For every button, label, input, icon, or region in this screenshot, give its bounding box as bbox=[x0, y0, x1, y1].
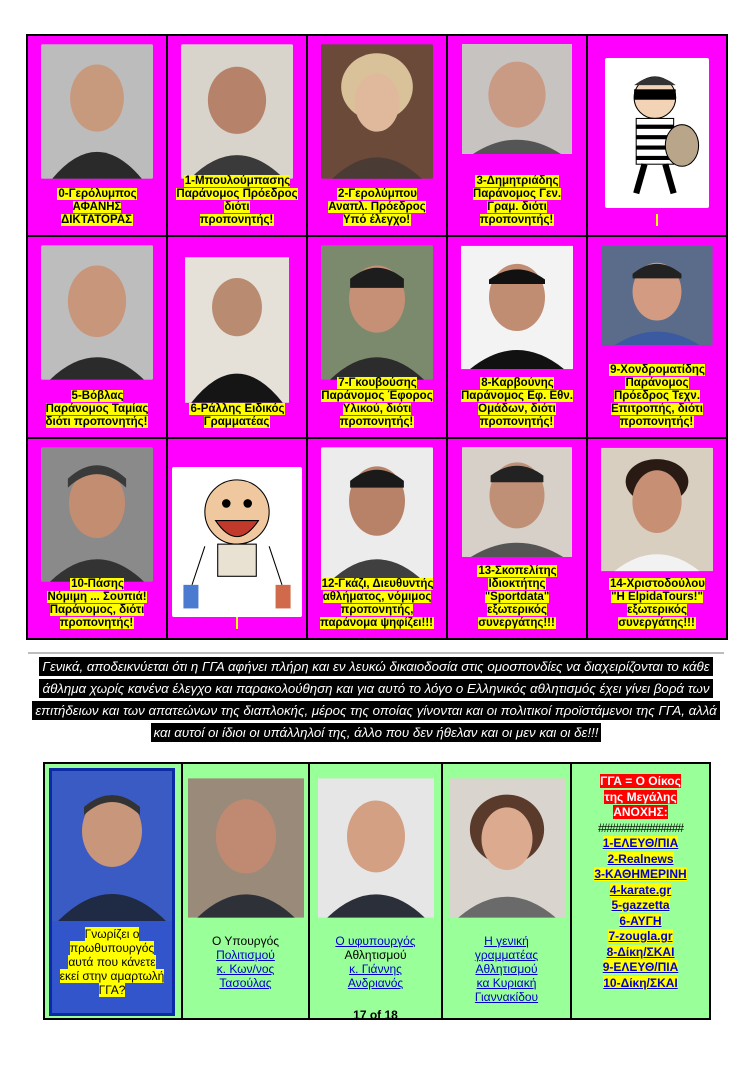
minister-link[interactable]: Τασούλας bbox=[219, 976, 272, 990]
secretary-link[interactable]: Αθλητισμού bbox=[475, 962, 538, 976]
thief-cartoon bbox=[605, 58, 709, 208]
source-link[interactable]: 1-ΕΛΕΥΘ/ΠΙΑ bbox=[602, 836, 679, 850]
grid-cell bbox=[448, 36, 586, 235]
source-link[interactable]: 6-ΑΥΓΗ bbox=[619, 913, 662, 928]
portrait-photo bbox=[321, 245, 433, 380]
grid-cell bbox=[588, 237, 726, 436]
official-caption: 3-Δημητριάδης Παράνομος Γεν. Γραμ. διότι προπονητής! bbox=[472, 175, 562, 227]
source-link[interactable]: 7-zougla.gr bbox=[608, 929, 673, 943]
minister-caption: Ο Υπουργός Πολιτισμού κ. Κων/νος Τασούλας bbox=[185, 934, 306, 990]
source-link[interactable]: 5-gazzetta bbox=[611, 898, 670, 912]
portrait-photo bbox=[318, 778, 434, 918]
minister-link[interactable]: κ. Κων/νος bbox=[216, 962, 275, 976]
official-caption: 6-Ράλλης Ειδικός Γραμματέας bbox=[190, 402, 285, 428]
grid-cell bbox=[588, 439, 726, 638]
politicians-row bbox=[43, 762, 711, 1020]
grid-cell bbox=[308, 439, 446, 638]
hash-separator: ############### bbox=[597, 820, 684, 835]
source-link[interactable]: 9-ΕΛΕΥΘ/ΠΙΑ bbox=[602, 960, 679, 974]
portrait-photo bbox=[321, 447, 433, 582]
official-caption: 14-Χριστοδούλου "Η ElpidaTours!" εξωτερικός συνεργάτης!!! bbox=[610, 577, 705, 629]
portrait-photo bbox=[461, 245, 573, 370]
gga-title: ΓΓΑ = Ο Οίκος bbox=[600, 774, 681, 788]
minister-link[interactable]: Πολιτισμού bbox=[216, 948, 275, 962]
official-caption: 2-Γερολύμπου Αναπλ. Πρόεδρος Υπό έλεγχο! bbox=[328, 188, 426, 227]
portrait-photo bbox=[181, 44, 293, 179]
secretary-link[interactable]: γραμματέας bbox=[474, 948, 539, 962]
grid-cell bbox=[28, 237, 166, 436]
grid-cell bbox=[448, 439, 586, 638]
minister-cell bbox=[183, 764, 308, 1018]
portrait-photo bbox=[41, 447, 153, 582]
source-link[interactable]: 2-Realnews bbox=[607, 851, 674, 866]
grid-cell bbox=[28, 439, 166, 638]
official-caption: 12-Γκάζι, Διευθυντής αθλήματος, νόμιμος προπονητής, παράνομα ψηφίζει!!! bbox=[319, 577, 434, 629]
official-caption: 7-Γκουβούσης Παράνομος Έφορος Υλικού, διότι προπονητής! bbox=[321, 376, 433, 428]
portrait-photo bbox=[188, 778, 304, 918]
secretary-caption bbox=[445, 934, 568, 1004]
grid-cell bbox=[308, 36, 446, 235]
deputy-cell bbox=[310, 764, 441, 1018]
source-link[interactable]: 3-ΚΑΘΗΜΕΡΙΝΗ bbox=[594, 867, 687, 881]
grid-cell bbox=[168, 237, 306, 436]
secretary-link[interactable]: κα Κυριακή bbox=[476, 976, 537, 990]
gga-title: της Μεγάλης bbox=[604, 789, 677, 804]
official-caption: 13-Σκοπελίτης Ιδιοκτήτης "Sportdata" εξωτερικός συνεργάτης!!! bbox=[478, 564, 557, 629]
gga-title: ΑΝΟΧΗΣ: bbox=[613, 805, 668, 819]
pm-cell bbox=[45, 764, 181, 1018]
secretary-link[interactable]: Η γενική bbox=[484, 934, 529, 948]
gga-sources-cell bbox=[572, 764, 709, 1018]
deputy-caption: Ο υφυπουργός Αθλητισμού κ. Γιάννης Ανδριανός bbox=[312, 934, 439, 990]
official-caption: 10-Πάσης Νόμιμη ... Σουπιά! Παράνομος, διότι προπονητής! bbox=[47, 577, 147, 629]
official-caption: 9-Χονδροματίδης Παράνομος Πρόεδρος Τεχν. Επιτροπής, διότι προπονητής! bbox=[610, 363, 705, 428]
page-number: 17 of 18 bbox=[353, 1008, 398, 1018]
grid-cell bbox=[168, 36, 306, 235]
source-link[interactable]: 4-karate.gr bbox=[609, 882, 672, 897]
secretary-cell bbox=[443, 764, 570, 1018]
portrait-photo bbox=[321, 44, 433, 179]
official-caption: 5-Βόβλας Παράνομος Ταμίας διότι προπονητής! bbox=[45, 389, 149, 428]
official-caption: 8-Καρβούνης Παράνομος Εφ. Εθν. Ομάδων, διότι προπονητής! bbox=[461, 376, 573, 428]
portrait-photo bbox=[461, 44, 573, 154]
official-caption bbox=[592, 214, 722, 227]
portrait-photo bbox=[461, 447, 573, 557]
grid-cell bbox=[448, 237, 586, 436]
grid-cell bbox=[168, 439, 306, 638]
grid-cell bbox=[588, 36, 726, 235]
summary-paragraph: Γενικά, αποδεικνύεται ότι η ΓΓΑ αφήνει πλήρη και εν λευκώ δικαιοδοσία στις ομοσπονδίες να διαχειρίζονται το κάθε άθλημα χωρίς κανένα έλεγχο και παρακολούθηση και για αυτό το λόγο ο Ελληνικός αθλητισμός έχει γίνει βορά των επιτήδειων και των απατεώνων της διαπλοκής, μέρος της οποίας γίνονται και οι πολιτικοί προϊστάμενοι της ΓΓΑ, αλλά και αυτοί οι ίδιοι οι υπάλληλοί της, άλλο που δεν ήθελαν και οι μεν και οι δε!!! bbox=[32, 656, 720, 744]
official-caption: 0-Γερόλυμπος ΑΦΑΝΗΣ ΔΙΚΤΑΤΟΡΑΣ bbox=[58, 188, 137, 227]
portrait-photo bbox=[185, 255, 289, 405]
official-caption bbox=[172, 617, 302, 630]
pm-caption: Γνωρίζει ο πρωθυπουργός αυτά που κάνετε εκεί στην αμαρτωλή ΓΓΑ? bbox=[59, 927, 165, 997]
divider bbox=[28, 652, 724, 654]
portrait-photo bbox=[601, 447, 713, 572]
portrait-photo bbox=[601, 245, 713, 345]
official-caption: 1-Μπουλούμπασης Παράνομος Πρόεδρος διότι προπονητής! bbox=[176, 175, 298, 227]
grid-cell bbox=[308, 237, 446, 436]
source-link[interactable]: 8-Δίκη/ΣΚΑΙ bbox=[606, 944, 675, 959]
secretary-link[interactable]: Γιαννακίδου bbox=[474, 990, 539, 1004]
puppeteer-cartoon bbox=[172, 467, 302, 617]
officials-grid bbox=[26, 34, 728, 640]
portrait-photo bbox=[41, 245, 153, 380]
source-link[interactable]: 10-Δίκη/ΣΚΑΙ bbox=[603, 975, 678, 990]
portrait-photo bbox=[41, 44, 153, 179]
deputy-link[interactable]: Ο υφυπουργός bbox=[335, 934, 416, 948]
deputy-link[interactable]: κ. Γιάννης bbox=[349, 962, 402, 976]
grid-cell bbox=[28, 36, 166, 235]
pm-portrait-frame bbox=[49, 768, 175, 1016]
portrait-photo bbox=[52, 771, 172, 921]
portrait-photo bbox=[449, 778, 565, 918]
deputy-link[interactable]: Ανδριανός bbox=[347, 976, 404, 990]
